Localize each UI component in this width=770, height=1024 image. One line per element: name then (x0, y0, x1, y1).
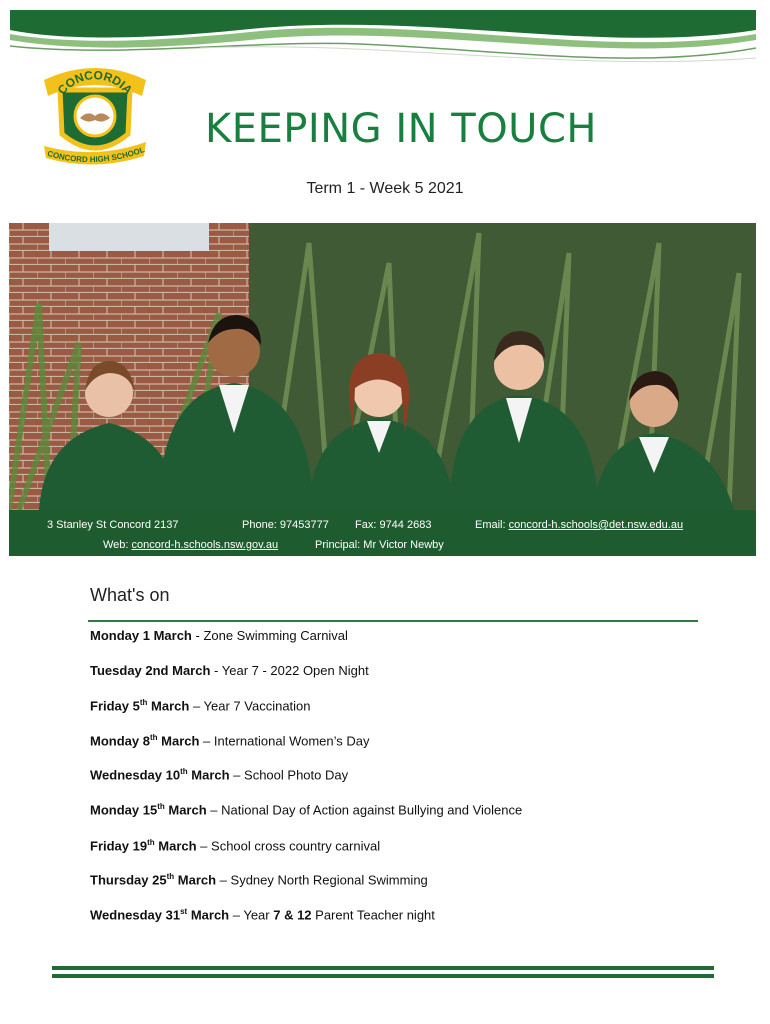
school-fax: Fax: 9744 2683 (355, 519, 432, 531)
event-month: March (149, 628, 192, 643)
contact-bar (9, 510, 756, 556)
school-address: 3 Stanley St Concord 2137 (47, 519, 179, 531)
event-month: March (154, 838, 197, 854)
event-separator: – (206, 802, 222, 818)
event-description: Year 7 - 2022 Open Night (221, 663, 369, 678)
event-month: March (168, 663, 211, 678)
event-item (90, 698, 311, 713)
event-separator: – (196, 838, 212, 854)
event-day: Monday 8 (90, 733, 150, 749)
event-day: Wednesday 10 (90, 767, 181, 783)
event-separator: – (189, 698, 204, 714)
event-separator: - (210, 663, 222, 678)
event-description: School Photo Day (244, 767, 349, 783)
event-month: March (174, 872, 217, 888)
event-day: Monday 15 (90, 802, 158, 818)
web-line (103, 539, 278, 551)
event-day: Monday 1 (90, 628, 150, 643)
event-description: National Day of Action against Bullying and Violence (221, 802, 523, 818)
event-item (90, 838, 380, 853)
event-day-suffix: th (157, 802, 165, 811)
event-separator: – (199, 733, 214, 749)
event-item (90, 907, 435, 922)
event-day-suffix: th (149, 733, 158, 742)
event-description: School cross country carnival (211, 838, 381, 854)
event-month: March (187, 767, 230, 783)
section-divider (88, 620, 698, 622)
event-item (90, 767, 348, 782)
school-logo (40, 60, 150, 170)
school-phone: Phone: 97453777 (242, 519, 329, 531)
event-month: March (187, 907, 230, 923)
event-day: Tuesday 2nd (90, 663, 169, 678)
newsletter-title: KEEPING IN TOUCH (205, 106, 597, 152)
svg-text:CONCORDIA: CONCORDIA (54, 67, 136, 98)
event-day-suffix: st (180, 907, 188, 916)
event-description: Zone Swimming Carnival (203, 628, 348, 643)
event-description: Sydney North Regional Swimming (230, 872, 428, 888)
event-month: March (164, 802, 207, 818)
svg-text:CONCORD HIGH SCHOOL: CONCORD HIGH SCHOOL (46, 145, 146, 165)
email-label: Email: (475, 519, 509, 531)
web-label: Web: (103, 539, 132, 551)
event-item (90, 663, 369, 678)
event-separator: – (216, 872, 231, 888)
website-link[interactable]: concord-h.schools.nsw.gov.au (131, 539, 279, 551)
student-leaders-photo (9, 223, 756, 510)
event-day-suffix: th (166, 872, 175, 881)
event-day-suffix: th (180, 767, 188, 776)
newsletter-subtitle: Term 1 - Week 5 2021 (306, 180, 464, 197)
event-day: Friday 5 (90, 698, 140, 714)
email-link[interactable]: concord-h.schools@det.nsw.edu.au (508, 519, 684, 531)
principal-name: Principal: Mr Victor Newby (315, 539, 444, 551)
event-separator: - (191, 628, 204, 643)
event-separator: – (229, 767, 245, 783)
footer-rule-bottom (52, 974, 714, 978)
event-item (90, 628, 348, 643)
event-description-rest: Parent Teacher night (311, 907, 435, 923)
event-year-levels: 7 & 12 (273, 907, 312, 923)
event-separator: – (229, 907, 244, 923)
event-description: International Women’s Day (213, 733, 370, 749)
event-day: Wednesday 31 (90, 907, 181, 923)
event-month: March (147, 698, 190, 714)
event-description: Year 7 Vaccination (203, 698, 311, 714)
event-item (90, 872, 428, 887)
event-day-suffix: th (147, 838, 155, 847)
event-item (90, 733, 370, 748)
event-day: Thursday 25 (90, 872, 167, 888)
whats-on-heading: What's on (90, 585, 170, 605)
event-day: Friday 19 (90, 838, 148, 854)
event-day-suffix: th (139, 698, 148, 707)
email-line (475, 519, 683, 531)
event-description: Year (243, 907, 274, 923)
footer-rule-top (52, 966, 714, 970)
event-month: March (157, 733, 200, 749)
event-item (90, 802, 522, 817)
